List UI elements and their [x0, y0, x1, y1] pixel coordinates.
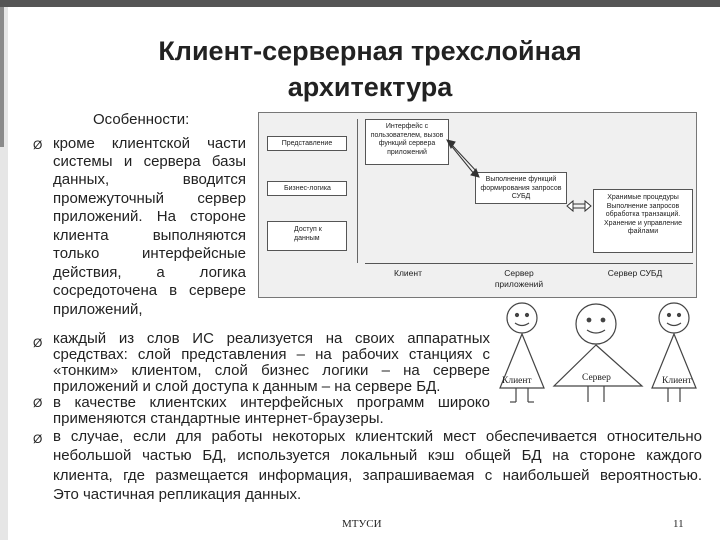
- stick-figures-drawing: [492, 298, 702, 410]
- title-line-2: архитектура: [287, 72, 453, 102]
- bullet-1-line: приложений. На стороне: [53, 208, 246, 225]
- column-baseline: [365, 263, 693, 264]
- arrow-head-right: [471, 169, 479, 177]
- bullet-1-line: данных, вводится: [53, 171, 246, 188]
- top-rule: [0, 0, 720, 7]
- client-right-head-icon: [659, 303, 689, 333]
- bullet-1-line: только интерфейсные: [53, 245, 246, 262]
- bullet-4-line: небольшой частью БД, используется локальный кэш общей БД на стороне каждого: [53, 447, 702, 464]
- bullet-1-line: сосредоточена в сервере: [53, 282, 246, 299]
- figure-label-client-right: Клиент: [662, 376, 692, 386]
- layer-business-logic: Бизнес-логика: [267, 181, 347, 196]
- figure-label-server: Сервер: [582, 373, 611, 383]
- bullet-4-line: в случае, если для работы некоторых клиентский мест обеспечивается относительно: [53, 428, 702, 445]
- bullet-marker-3: Ø: [33, 396, 43, 410]
- client-left-head-icon: [507, 303, 537, 333]
- architecture-diagram: [258, 112, 697, 298]
- layer-data-access: Доступ к данным: [267, 221, 347, 251]
- bullet-1-line: промежуточный сервер: [53, 190, 246, 207]
- bullet-1-line: кроме клиентской части: [53, 135, 246, 152]
- column-label-client: Клиент: [394, 268, 422, 278]
- bullet-4-line: Это частичная репликация данных.: [53, 486, 302, 503]
- bullet-2-line: средствах: слой представления – на рабочих станциях с: [53, 346, 490, 363]
- figure-label-client-left: Клиент: [502, 376, 532, 386]
- column-label-dbserver: Сервер СУБД: [607, 268, 663, 278]
- footer: МТУСИ: [342, 518, 382, 530]
- column-label-appserver: Сервер приложений: [494, 268, 544, 289]
- bullet-2-line: приложений и слой доступа к данным – на сервере БД.: [53, 378, 441, 395]
- bullet-marker-4: Ø: [33, 432, 43, 446]
- bullet-2-line: каждый из слов ИС реализуется на своих аппаратных: [53, 330, 490, 347]
- bullet-marker-2: Ø: [33, 336, 43, 350]
- subhead: Особенности:: [93, 111, 190, 128]
- bullet-1-line: действия, а логика: [53, 264, 246, 281]
- title-line-1: Клиент-серверная трехслойная: [158, 36, 582, 66]
- bullet-1-line: клиента выполняются: [53, 227, 246, 244]
- bullet-4-line: клиента, где размещается информация, запрашиваемая с наибольшей вероятностью.: [53, 467, 702, 484]
- client-function-box: Интерфейс с пользователем, вызов функций сервера приложений: [365, 119, 449, 165]
- appserver-function-box: Выполнение функций формирования запросов СУБД: [475, 172, 567, 204]
- stick-figures: [492, 298, 702, 410]
- layer-presentation: Представление: [267, 136, 347, 151]
- bullet-marker-1: Ø: [33, 138, 43, 152]
- bullet-2-line: «тонким» клиентом, слой бизнес логики – на сервере: [53, 362, 490, 379]
- page-number: 11: [673, 518, 684, 530]
- client-to-appserver-arrow: [449, 143, 475, 175]
- bullet-1-line: приложений,: [53, 301, 143, 318]
- bullet-3-line: в качестве клиентских интерфейсных программ широко: [53, 394, 490, 411]
- bullet-3-line: применяются стандартные интернет-браузеры.: [53, 410, 384, 427]
- server-head-icon: [576, 304, 616, 344]
- bullet-1-line: системы и сервера базы: [53, 153, 246, 170]
- dbserver-function-box: Хранимые процедуры Выполнение запросов обработка транзакций. Хранение и управление файлами: [593, 189, 693, 253]
- left-accent-bar-dark: [0, 7, 4, 147]
- slide-title: [90, 33, 650, 105]
